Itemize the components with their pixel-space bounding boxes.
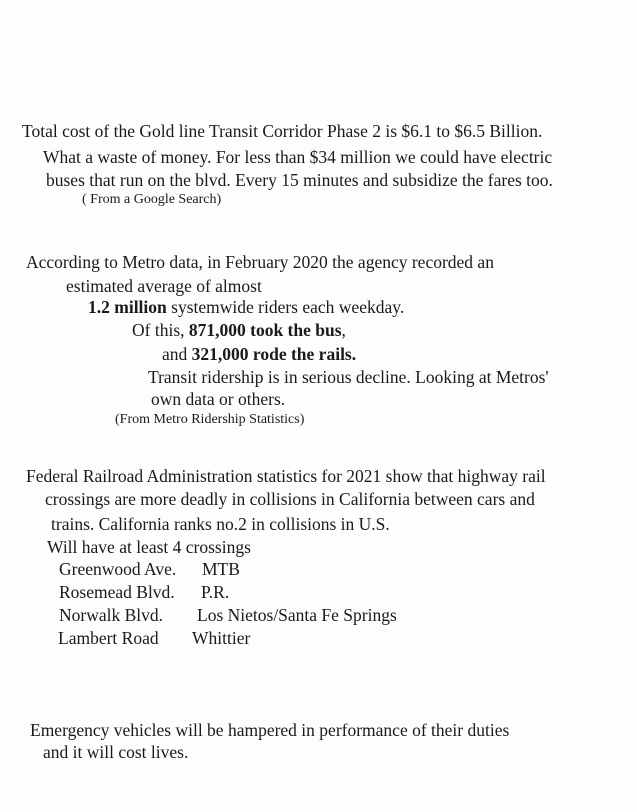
railroad-line-3: trains. California ranks no.2 in collisions in U.S. <box>51 514 390 534</box>
ridership-line-3 <box>88 297 404 317</box>
bus-riders: 871,000 took the bus <box>188 320 342 340</box>
ridership-line-7: own data or others. <box>151 389 286 409</box>
crossing-area: Whittier <box>192 628 251 648</box>
riders-total: 1.2 million <box>88 297 167 317</box>
cost-line-3: buses that run on the blvd. Every 15 minutes and subsidize the fares too. <box>46 170 553 190</box>
cost-line-2: What a waste of money. For less than $34 million we could have electric <box>43 147 553 167</box>
ridership-line-2: estimated average of almost <box>66 276 262 296</box>
emergency-line-1: Emergency vehicles will be hampered in performance of their duties <box>30 720 510 740</box>
railroad-line-1: Federal Railroad Administration statistics for 2021 show that highway rail <box>26 466 546 486</box>
crossing-street: Rosemead Blvd. <box>59 582 175 602</box>
bus-prefix: Of this, <box>132 320 189 340</box>
bus-suffix: , <box>341 320 346 340</box>
crossing-area: P.R. <box>201 582 230 602</box>
crossing-street: Norwalk Blvd. <box>59 605 164 625</box>
ridership-line-4 <box>132 320 346 340</box>
emergency-line-2: and it will cost lives. <box>43 742 189 762</box>
ridership-line-6: Transit ridership is in serious decline. Looking at Metros' <box>148 367 549 387</box>
rail-prefix: and <box>162 344 192 364</box>
railroad-line-2: crossings are more deadly in collisions in California between cars and <box>45 489 535 509</box>
railroad-line-4: Will have at least 4 crossings <box>47 537 251 557</box>
cost-source: ( From a Google Search) <box>82 192 222 207</box>
ridership-line-5 <box>162 344 356 364</box>
cost-line-1: Total cost of the Gold line Transit Corridor Phase 2 is $6.1 to $6.5 Billion. <box>22 121 543 141</box>
ridership-source: (From Metro Ridership Statistics) <box>115 412 305 427</box>
crossing-area: MTB <box>202 559 240 579</box>
ridership-line-1: According to Metro data, in February 2020 the agency recorded an <box>26 252 494 272</box>
crossing-street: Lambert Road <box>58 628 159 648</box>
rail-riders: 321,000 rode the rails. <box>191 344 357 364</box>
crossing-area: Los Nietos/Santa Fe Springs <box>197 605 397 625</box>
crossing-street: Greenwood Ave. <box>59 559 177 579</box>
riders-rest: systemwide riders each weekday. <box>166 297 405 317</box>
